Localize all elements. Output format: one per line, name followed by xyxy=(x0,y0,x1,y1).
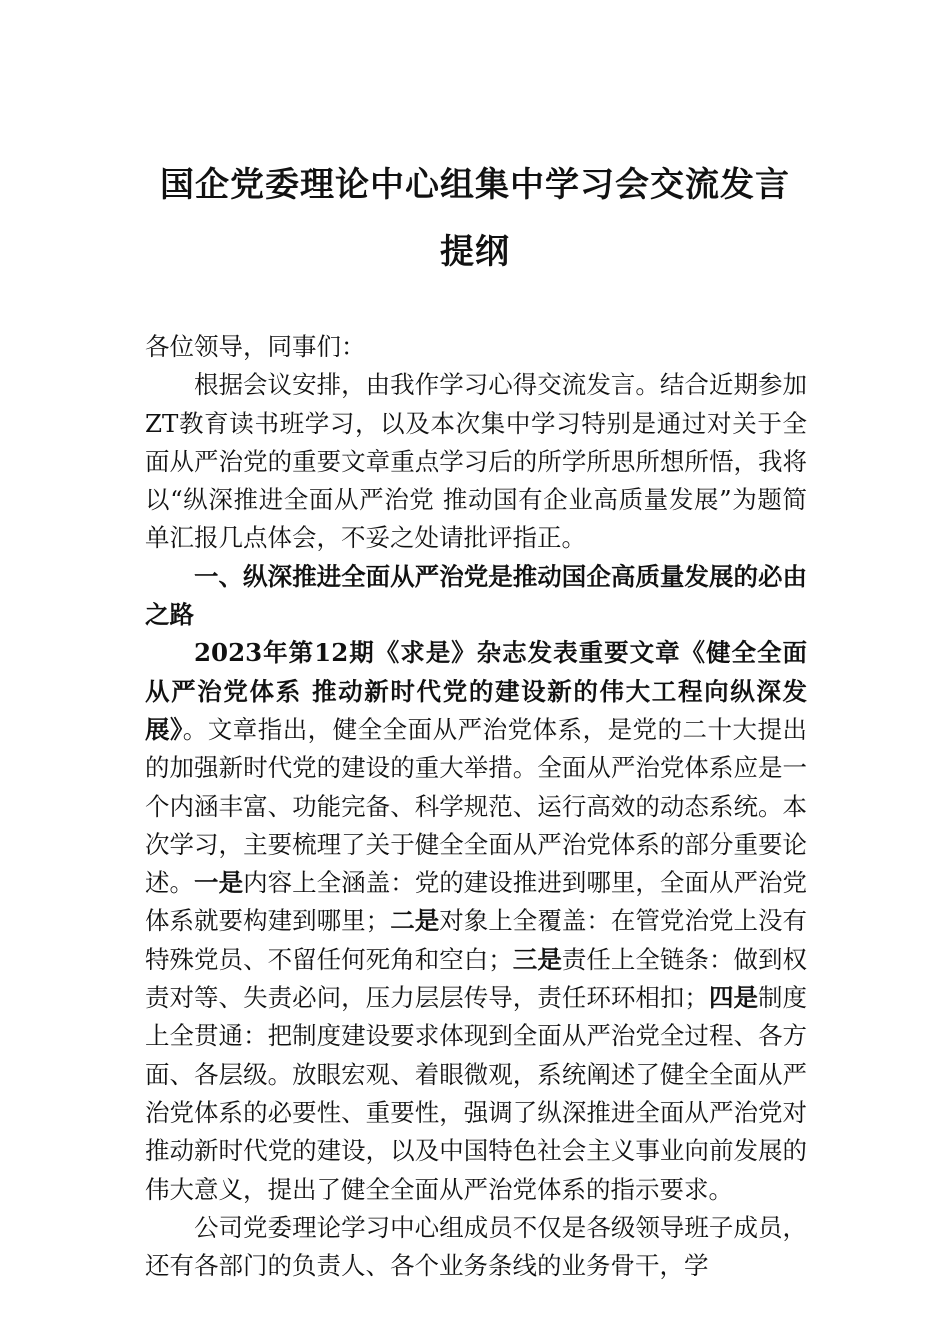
paragraph-2 xyxy=(145,634,807,1208)
point-marker-2: 二是 xyxy=(390,906,440,936)
point-marker-3: 三是 xyxy=(512,944,562,974)
point-text-4: 制度上全贯通：把制度建设要求体现到全面从严治党全过程、各方面、各层级。放眼宏观、着眼微观，系统阐述了健全全面从严治党体系的必要性、重要性，强调了纵深推进全面从严治党对推动新时代党的建设，以及中国特色社会主义事业向前发展的伟大意义，提出了健全全面从严治党体系的指示要求。 xyxy=(145,983,808,1204)
point-marker-1: 一是 xyxy=(194,868,244,898)
document-title-line-2: 提纲 xyxy=(440,232,510,272)
point-marker-4: 四是 xyxy=(708,983,758,1013)
point-text-1: 内容上全涵盖：党的建设推进到哪里，全面从严治党体系就要构建到哪里； xyxy=(145,868,808,936)
document-body xyxy=(145,328,807,1285)
article-reference: 2023年第12期《求是》杂志发表重要文章《健全全面从严治党体系 推动新时代党的建设新的伟大工程向纵深发展》 xyxy=(145,638,807,744)
paragraph-2-text: 。文章指出，健全全面从严治党体系，是党的二十大提出的加强新时代党的建设的重大举措。全面从严治党体系应是一个内涵丰富、功能完备、科学规范、运行高效的动态系统。本次学习，主要梳理了关于健全全面从严治党体系的部分重要论述。 xyxy=(145,714,808,898)
document-title-line-1: 国企党委理论中心组集中学习会交流发言 xyxy=(160,165,790,205)
intro-paragraph: 根据会议安排，由我作学习心得交流发言。结合近期参加ZT教育读书班学习，以及本次集中学习特别是通过对关于全面从严治党的重要文章重点学习后的所学所思所想所悟，我将以“纵深推进全面从严治党 推动国有企业高质量发展”为题简单汇报几点体会，不妥之处请批评指正。 xyxy=(145,370,807,553)
salutation: 各位领导，同事们： xyxy=(145,332,366,361)
point-text-3: 责任上全链条：做到权责对等、失责必问，压力层层传导，责任环环相扣； xyxy=(145,944,808,1013)
section-1-heading: 一、纵深推进全面从严治党是推动国企高质量发展的必由之路 xyxy=(145,561,807,630)
paragraph-3: 公司党委理论学习中心组成员不仅是各级领导班子成员，还有各部门的负责人、各个业务条线的业务骨干，学 xyxy=(145,1212,807,1281)
point-text-2: 对象上全覆盖：在管党治党上没有特殊党员、不留任何死角和空白； xyxy=(145,906,808,974)
